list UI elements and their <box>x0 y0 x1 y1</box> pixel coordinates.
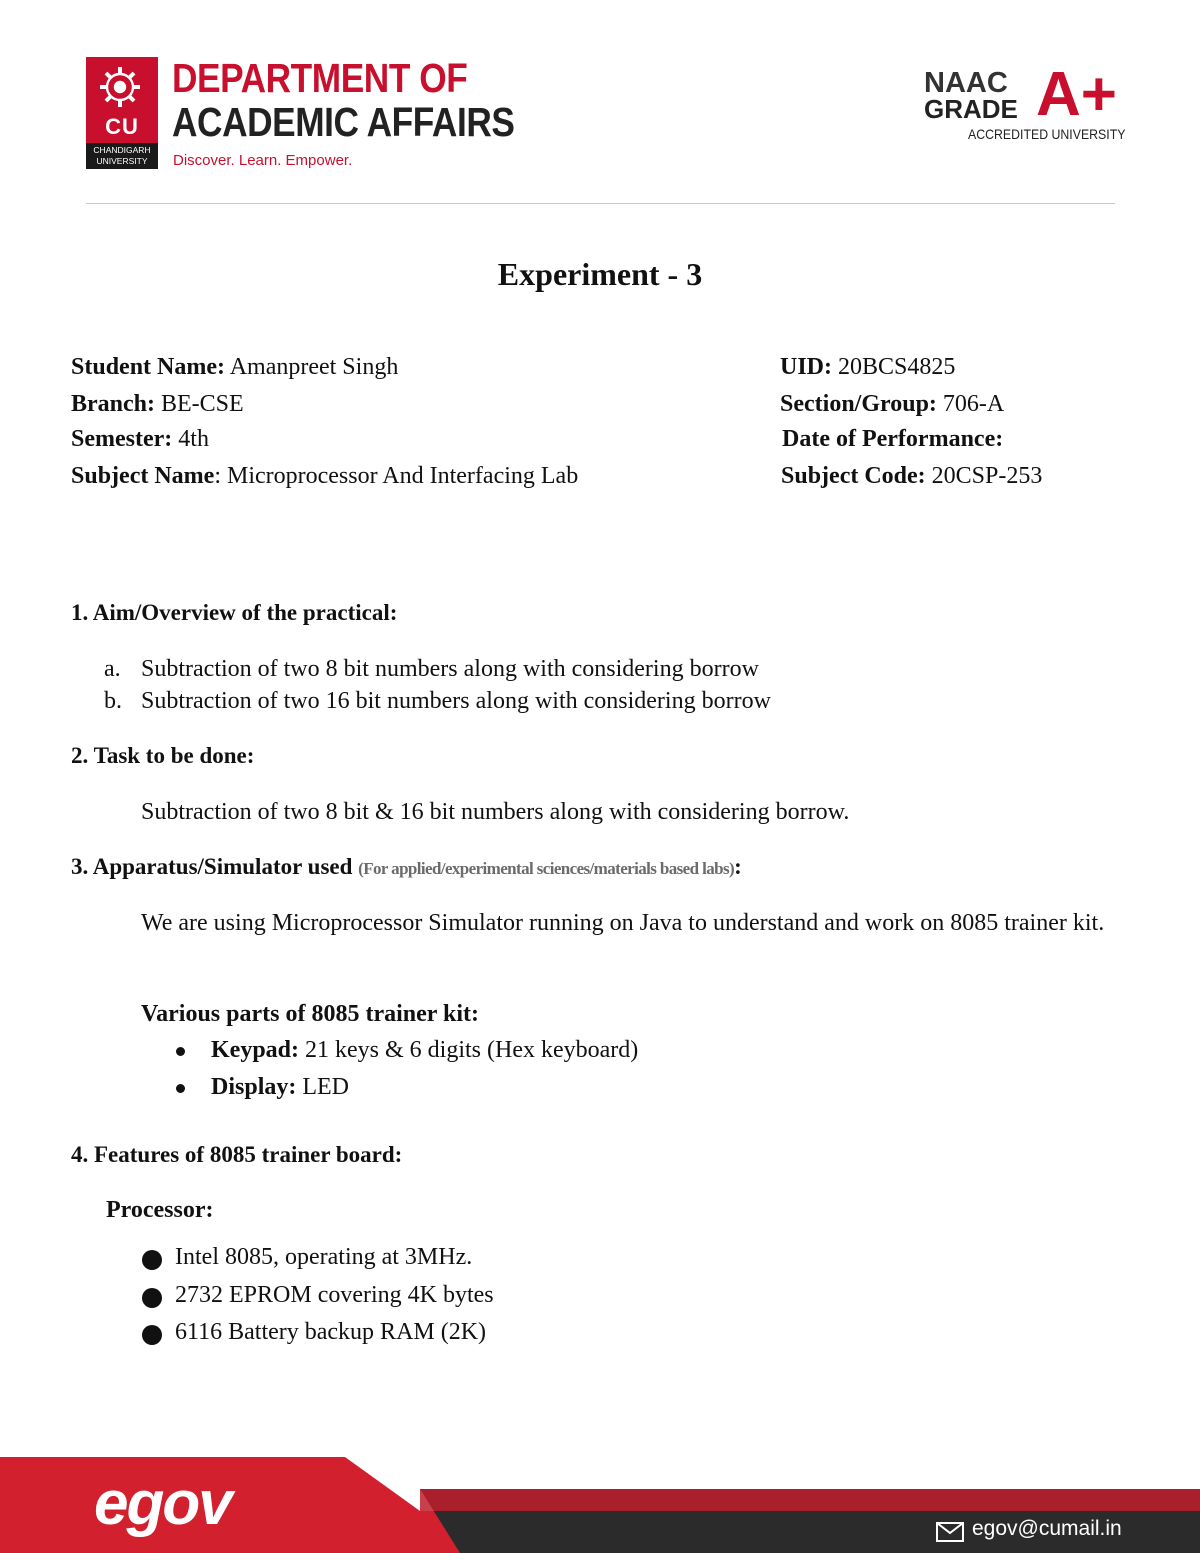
page-title: Experiment - 3 <box>497 256 703 292</box>
task-text: Subtraction of two 8 bit & 16 bit numbers along with considering borrow. <box>141 799 850 825</box>
subject-code-row <box>781 462 1042 490</box>
branch-row <box>71 390 244 418</box>
semester-label: Semester: <box>71 426 173 452</box>
semester-value: 4th <box>178 426 209 452</box>
uid-label: UID: <box>780 354 832 380</box>
feature-item: 6116 Battery backup RAM (2K) <box>175 1319 487 1345</box>
naac-word: NAAC <box>924 67 1008 99</box>
feature-item: Intel 8085, operating at 3MHz. <box>175 1244 473 1270</box>
trainer-part-label: Display: <box>211 1074 297 1100</box>
apparatus-text: We are using Microprocessor Simulator running on Java to understand and work on 8085 trainer kit. <box>141 910 1105 936</box>
trainer-part-item <box>211 1074 349 1101</box>
logo-initials: CU <box>105 114 139 139</box>
subject-name-colon: : <box>214 463 221 489</box>
gear-emblem-icon <box>98 65 142 109</box>
feature-item: 2732 EPROM covering 4K bytes <box>175 1282 494 1308</box>
aim-item: Subtraction of two 16 bit numbers along with considering borrow <box>141 688 771 714</box>
aim-heading: 1. Aim/Overview of the practical: <box>71 600 398 625</box>
student-name-label: Student Name: <box>71 354 225 380</box>
uid-value: 20BCS4825 <box>838 354 956 380</box>
department-title-line2: ACADEMIC AFFAIRS <box>172 99 515 145</box>
naac-badge <box>924 60 1126 148</box>
subject-code-value: 20CSP-253 <box>931 463 1043 489</box>
bullet-icon <box>176 1084 185 1093</box>
aim-item-marker: a. <box>104 656 121 682</box>
subject-name-label: Subject Name <box>71 463 215 489</box>
date-of-performance-label: Date of Performance: <box>782 426 1004 452</box>
task-heading: 2. Task to be done: <box>71 743 255 768</box>
trainer-part-value: 21 keys & 6 digits (Hex keyboard) <box>305 1037 639 1063</box>
university-logo <box>86 57 158 169</box>
date-row <box>782 425 1003 453</box>
trainer-parts-heading: Various parts of 8085 trainer kit: <box>141 1001 479 1027</box>
apparatus-heading-text: 3. Apparatus/Simulator used <box>71 854 353 879</box>
naac-grade-value: A+ <box>1036 60 1117 129</box>
subject-name-row <box>71 462 578 490</box>
trainer-part-item <box>211 1037 638 1064</box>
bullet-icon <box>142 1325 162 1345</box>
bullet-icon <box>142 1250 162 1270</box>
bullet-icon <box>176 1047 185 1056</box>
mail-icon <box>936 1522 964 1542</box>
subject-name-value: Microprocessor And Interfacing Lab <box>226 463 579 489</box>
department-title <box>172 56 514 144</box>
aim-item-marker: b. <box>104 688 122 714</box>
header-divider <box>86 203 1115 204</box>
subject-code-label: Subject Code: <box>781 463 926 489</box>
footer-email[interactable]: egov@cumail.in <box>972 1517 1122 1540</box>
naac-grade-word: GRADE <box>924 94 1018 124</box>
processor-heading: Processor: <box>106 1197 214 1223</box>
student-name-row <box>71 353 398 381</box>
apparatus-note: (For applied/experimental sciences/materials based labs) <box>358 859 735 878</box>
student-name-value: Amanpreet Singh <box>229 354 399 380</box>
apparatus-heading <box>71 854 742 880</box>
branch-value: BE-CSE <box>161 391 244 417</box>
semester-row <box>71 425 209 453</box>
aim-item: Subtraction of two 8 bit numbers along with considering borrow <box>141 656 759 682</box>
trainer-part-value: LED <box>302 1074 350 1100</box>
branch-label: Branch: <box>71 391 155 417</box>
department-title-line1: DEPARTMENT OF <box>172 55 468 101</box>
section-value: 706-A <box>942 391 1005 417</box>
egov-logo: egov <box>94 1469 231 1538</box>
trainer-part-label: Keypad: <box>211 1037 300 1063</box>
section-row <box>780 390 1004 418</box>
features-heading: 4. Features of 8085 trainer board: <box>71 1142 403 1167</box>
logo-university-name: CHANDIGARH UNIVERSITY <box>86 143 158 169</box>
apparatus-colon: : <box>734 854 742 879</box>
department-tagline: Discover. Learn. Empower. <box>173 152 353 169</box>
bullet-icon <box>142 1288 162 1308</box>
naac-accredited-text: ACCREDITED UNIVERSITY <box>968 126 1126 142</box>
section-label: Section/Group: <box>780 391 937 417</box>
uid-row <box>780 353 955 381</box>
